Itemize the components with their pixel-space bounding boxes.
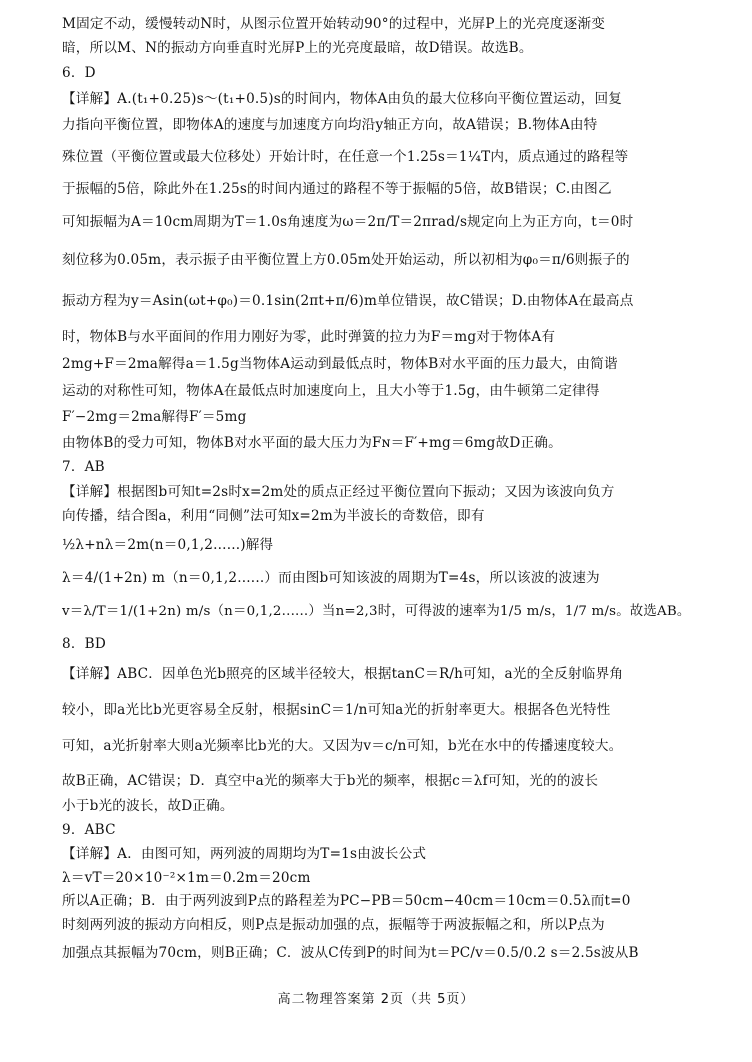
text-line: 小于b光的波长，故D正确。 [62,798,234,814]
text-line: 刻位移为0.05m，表示振子由平衡位置上方0.05m处开始运动，所以初相为φ₀＝π/6则振子的 [62,252,630,268]
text-line: ½λ+nλ＝2m(n＝0,1,2......)解得 [62,537,274,553]
text-line: 暗，所以M、N的振动方向垂直时光屏P上的光亮度最暗，故D错误。故选B。 [62,40,533,56]
text-line: 殊位置（平衡位置或最大位移处）开始计时，在任意一个1.25s＝1¼T内，质点通过的路程等 [62,149,629,165]
text-line: 向传播，结合图a，利用“同侧”法可知x=2m为半波长的奇数倍，即有 [62,508,485,524]
question-number: 6．D [62,65,96,81]
text-line: 运动的对称性可知，物体A在最低点时加速度向上，且大小等于1.5g，由牛顿第二定律得 [62,383,600,399]
text-line: 【详解】A．由图可知，两列波的周期均为T=1s由波长公式 [62,846,427,862]
text-line: 可知，a光折射率大则a光频率比b光的大。又因为v＝c/n可知，b光在水中的传播速度较大。 [62,738,623,754]
text-line: λ＝vT＝20×10⁻²×1m＝0.2m＝20cm [62,870,311,886]
question-number: 8．BD [62,636,106,652]
text-line: 较小，即a光比b光更容易全反射，根据sinC＝1/n可知a光的折射率更大。根据各色光特性 [62,702,611,718]
page-footer: 高二物理答案第 2页（共 5页） [277,992,475,1007]
text-line: 所以A正确；B．由于两列波到P点的路程差为PC−PB＝50cm−40cm＝10cm＝0.5λ而t=0 [62,893,631,909]
text-line: 故B正确，AC错误；D．真空中a光的频率大于b光的频率，根据c＝λf可知，光的的波长 [62,773,599,789]
text-line: M固定不动，缓慢转动N时，从图示位置开始转动90°的过程中，光屏P上的光亮度逐渐变 [62,16,606,32]
text-line: 加强点其振幅为70cm，则B正确；C．波从C传到P的时间为t＝PC/v＝0.5/0.2 s＝2.5s波从B [62,945,639,961]
text-line: 【详解】根据图b可知t=2s时x=2m处的质点正经过平衡位置向下振动；又因为该波向负方 [62,484,615,500]
question-number: 7．AB [62,459,105,475]
text-line: 由物体B的受力可知，物体B对水平面的最大压力为Fɴ＝F′+mg＝6mg故D正确。 [62,435,562,451]
text-line: v＝λ/T＝1/(1+2n) m/s（n＝0,1,2......）当n=2,3时，可得波的速率为1/5 m/s，1/7 m/s。故选AB。 [62,604,691,619]
text-line: F′−2mg＝2ma解得F′＝5mg [62,409,247,425]
text-line: 2mg+F＝2ma解得a＝1.5g当物体A运动到最低点时，物体B对水平面的压力最大，由简谐 [62,356,618,372]
text-line: 【详解】A.(t₁+0.25)s～(t₁+0.5)s的时间内，物体A由负的最大位移向平衡位置运动，回复 [62,91,623,107]
text-line: 振动方程为y＝Asin(ωt+φ₀)＝0.1sin(2πt+π/6)m单位错误，故C错误；D.由物体A在最高点 [62,293,634,309]
text-line: 可知振幅为A＝10cm周期为T＝1.0s角速度为ω＝2π/T＝2πrad/s规定向上为正方向，t＝0时 [62,214,634,230]
text-line: 时，物体B与水平面间的作用力刚好为零，此时弹簧的拉力为F＝mg对于物体A有 [62,329,556,345]
text-line: λ＝4/(1+2n) m（n＝0,1,2......）而由图b可知该波的周期为T=4s，所以该波的波速为 [62,570,600,586]
text-line: 【详解】ABC．因单色光b照亮的区域半径较大，根据tanC＝R/h可知，a光的全反射临界角 [62,666,624,682]
question-number: 9．ABC [62,822,116,838]
text-line: 力指向平衡位置，即物体A的速度与加速度方向均沿y轴正方向，故A错误；B.物体A由特 [62,117,598,133]
text-line: 于振幅的5倍，除此外在1.25s的时间内通过的路程不等于振幅的5倍，故B错误；C.由图乙 [62,181,612,197]
text-line: 时刻两列波的振动方向相反，则P点是振动加强的点，振幅等于两波振幅之和，所以P点为 [62,917,605,933]
